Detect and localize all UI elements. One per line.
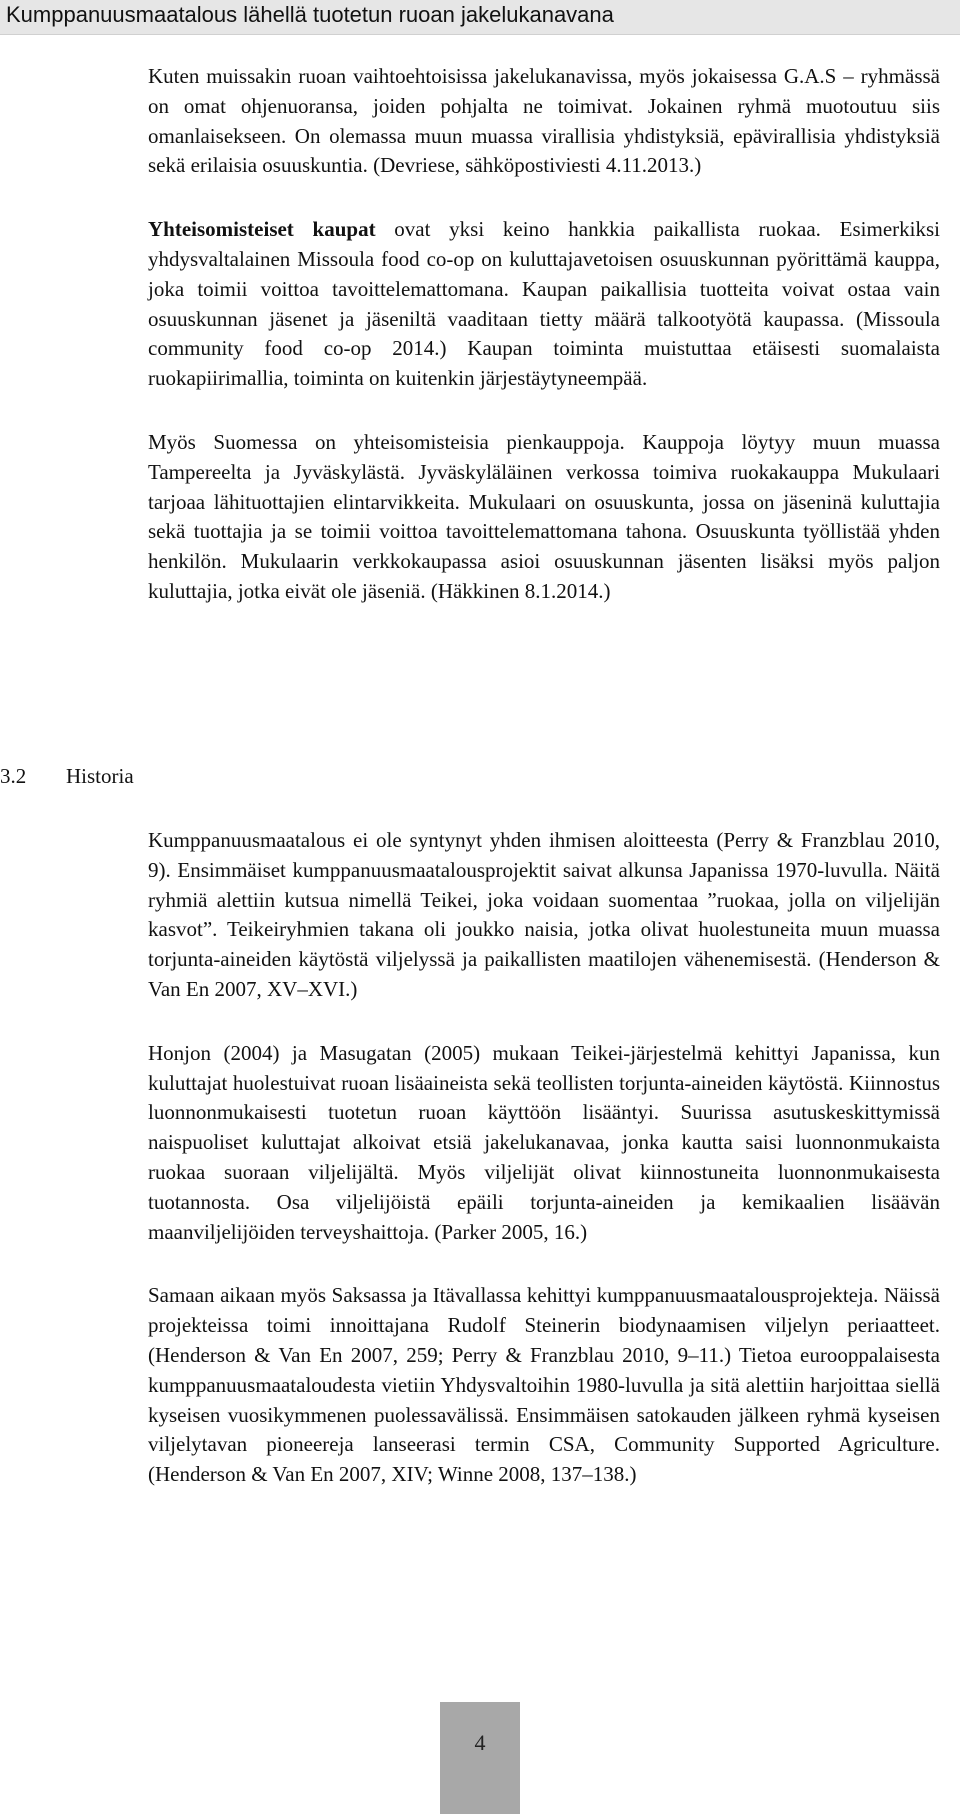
section-title: Historia bbox=[66, 764, 134, 788]
section-heading bbox=[0, 764, 134, 789]
term-yhteisomisteiset-kaupat: Yhteisomisteiset kaupat bbox=[148, 217, 376, 242]
paragraph-history-3: Samaan aikaan myös Saksassa ja Itävallassa kehittyi kumppanuusmaatalousprojekteja. Näissä projekteissa toimi innoittajana Rudolf Steinerin biodynaamisen viljelyn periaatteet. (Henderson & Van En 2007, 259; Perry & Franzblau 2010, 9–11.) Tietoa eurooppalaisesta kumppanuusmaataloudesta vietiin Yhdysvaltoihin 1980-luvulla ja sitä alettiin harjoittaa siellä kyseisen vuosikymmenen puolessavälissä. Ensimmäisen satokauden jälkeen ryhmä kyseisen viljelytavan pioneereja lanseerasi termin CSA, Community Supported Agriculture. (Henderson & Van En 2007, XIV; Winne 2008, 137–138.) bbox=[148, 1283, 940, 1487]
section-number: 3.2 bbox=[0, 764, 27, 788]
history-body bbox=[148, 826, 940, 1524]
running-header bbox=[0, 0, 960, 35]
page-number-box bbox=[440, 1702, 520, 1814]
document-title: Kumppanuusmaatalous lähellä tuotetun ruoan jakelukanavana bbox=[6, 2, 614, 27]
paragraph-coop-stores bbox=[148, 215, 940, 394]
paragraph-coop-stores-text: ovat yksi keino hankkia paikallista ruokaa. Esimerkiksi yhdysvaltalainen Missoula food co-op on kuluttajavetoisen osuuskunnan pyörittämä kauppa, joka toimii voittoa tavoittelemattomana. Kaupan paikallisia tuotteita voivat ostaa vain osuuskunnan jäsenet ja jäseniltä vaaditaan tietty määrä talkootyötä kaupassa. (Missoula community food co-op 2014.) Kaupan toiminta muistuttaa etäisesti suomalaista ruokapiirimallia, toiminta on kuitenkin järjestäytyneempää. bbox=[148, 217, 940, 391]
paragraph-gas: Kuten muissakin ruoan vaihtoehtoisissa jakelukanavissa, myös jokaisessa G.A.S – ryhmässä on omat ohjenuoransa, joiden pohjalta ne toimivat. Jokainen ryhmä muotoutuu siis omanlaisekseen. On olemassa muun muassa virallisia yhdistyksiä, epävirallisia yhdistyksiä sekä erilaisia osuuskuntia. (Devriese, sähköpostiviesti 4.11.2013.) bbox=[148, 64, 940, 178]
paragraph-finland: Myös Suomessa on yhteisomisteisia pienkauppoja. Kauppoja löytyy muun muassa Tampereelta ja Jyväskylästä. Jyväskyläläinen verkossa toimiva ruokakauppa Mukulaari tarjoaa lähituottajien elintarvikkeita. Mukulaari on osuuskunta, jossa on jäseninä kuluttajia sekä tuottajia ja se toimii voittoa tavoittelemattomana tahona. Osuuskunta työllistää yhden henkilön. Mukulaarin verkkokaupassa asioi osuuskunnan jäsenten lisäksi myös paljon kuluttajia, jotka eivät ole jäseniä. (Häkkinen 8.1.2014.) bbox=[148, 429, 940, 603]
paragraph-history-1: Kumppanuusmaatalous ei ole syntynyt yhden ihmisen aloitteesta (Perry & Franzblau 2010, 9). Ensimmäiset kumppanuusmaatalousprojektit saivat alkunsa Japanissa 1970-luvulla. Näitä ryhmiä alettiin kutsua nimellä Teikei, joka voidaan suomentaa ”ruokaa, jolla on viljelijän kasvot”. Teikeiryhmien takana oli joukko naisia, jotka olivat huolestuneita muun muassa torjunta-aineiden käytöstä viljelyssä ja paikallisten maatilojen vähenemisestä. (Henderson & Van En 2007, XV–XVI.) bbox=[148, 828, 940, 1001]
intro-body bbox=[148, 62, 940, 641]
paragraph-history-2: Honjon (2004) ja Masugatan (2005) mukaan Teikei-järjestelmä kehittyi Japanissa, kun kuluttajat huolestuivat ruoan lisäaineista sekä teollisten torjunta-aineiden käytöstä. Kiinnostus luonnonmukaisesti tuotetun ruoan käyttöön lisääntyi. Suurissa asutuskeskittymissä naispuoliset kuluttajat alkoivat etsiä jakelukanavaa, jonka kautta saisi luonnonmukaista ruokaa suoraan viljelijältä. Myös viljelijät olivat kiinnostuneita luonnonmukaisesta tuotannosta. Osa viljelijöistä epäili torjunta-aineiden ja kemikaalien lisäävän maanviljelijöiden terveyshaittoja. (Parker 2005, 16.) bbox=[148, 1040, 940, 1244]
page-number: 4 bbox=[474, 1730, 486, 1755]
